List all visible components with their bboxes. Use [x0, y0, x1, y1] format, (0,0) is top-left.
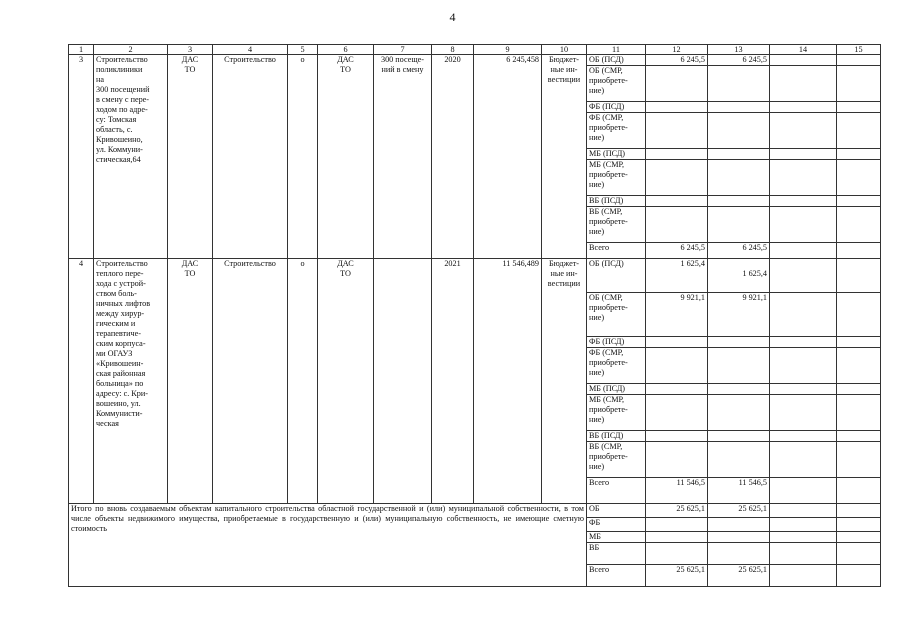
empty-cell: [837, 259, 881, 293]
col-num: 3: [168, 45, 213, 55]
col-num: 4: [213, 45, 288, 55]
empty-cell: [837, 478, 881, 504]
amount-cell: 6 245,5: [646, 55, 708, 66]
funding-source-cell: ОБ (ПСД): [587, 55, 646, 66]
empty-cell: [837, 337, 881, 348]
year-cell: 2021: [432, 259, 474, 504]
funding-source-cell: ФБ (СМР, приобрете- ние): [587, 113, 646, 149]
col-num: 6: [318, 45, 374, 55]
col-num: 12: [646, 45, 708, 55]
amount-cell: 25 625,1: [708, 565, 770, 587]
empty-cell: [837, 504, 881, 518]
amount-cell: 6 245,5: [708, 243, 770, 259]
col-num: 13: [708, 45, 770, 55]
amount-cell: [708, 442, 770, 478]
funding-source-cell: МБ: [587, 532, 646, 543]
work-type-cell: Строительство: [213, 259, 288, 504]
amount-cell: 1 625,4: [708, 259, 770, 293]
col-num: 14: [770, 45, 837, 55]
amount-cell: 9 921,1: [708, 293, 770, 337]
funding-source-cell: Всего: [587, 243, 646, 259]
amount-cell: [646, 196, 708, 207]
amount-cell: [708, 207, 770, 243]
funding-source-cell: Всего: [587, 478, 646, 504]
amount-cell: 1 625,4: [646, 259, 708, 293]
empty-cell: [770, 160, 837, 196]
estimated-cost-cell: 11 546,489: [474, 259, 542, 504]
amount-cell: [646, 102, 708, 113]
developer-cell: ДАС ТО: [318, 55, 374, 259]
empty-cell: [770, 207, 837, 243]
empty-cell: [837, 293, 881, 337]
investment-table-container: [68, 44, 880, 580]
amount-cell: [646, 337, 708, 348]
col-num: 5: [288, 45, 318, 55]
empty-cell: [837, 431, 881, 442]
amount-cell: 6 245,5: [646, 243, 708, 259]
amount-cell: 11 546,5: [646, 478, 708, 504]
object-number-cell: 4: [69, 259, 94, 504]
table-row: [69, 55, 881, 66]
column-number-row: [69, 45, 881, 55]
amount-cell: 25 625,1: [646, 504, 708, 518]
col-num: 2: [94, 45, 168, 55]
amount-cell: [646, 160, 708, 196]
funding-source-cell: Всего: [587, 565, 646, 587]
amount-cell: [646, 431, 708, 442]
empty-cell: [837, 207, 881, 243]
capacity-cell: [374, 259, 432, 504]
empty-cell: [837, 384, 881, 395]
ownership-cell: о: [288, 259, 318, 504]
amount-cell: [708, 518, 770, 532]
amount-cell: [646, 543, 708, 565]
funding-source-cell: ВБ (СМР, приобрете- ние): [587, 442, 646, 478]
amount-cell: [708, 348, 770, 384]
empty-cell: [837, 160, 881, 196]
amount-cell: [646, 207, 708, 243]
amount-cell: 11 546,5: [708, 478, 770, 504]
empty-cell: [770, 196, 837, 207]
amount-cell: [646, 532, 708, 543]
amount-cell: [708, 395, 770, 431]
empty-cell: [770, 431, 837, 442]
funding-source-cell: ФБ (ПСД): [587, 337, 646, 348]
amount-cell: 25 625,1: [708, 504, 770, 518]
amount-cell: [708, 113, 770, 149]
empty-cell: [837, 532, 881, 543]
amount-cell: [708, 543, 770, 565]
empty-cell: [837, 196, 881, 207]
empty-cell: [837, 55, 881, 66]
investment-form-cell: Бюджет- ные ин- вестиции: [542, 259, 587, 504]
funding-source-cell: ФБ (СМР, приобрете- ние): [587, 348, 646, 384]
empty-cell: [770, 504, 837, 518]
funding-source-cell: ОБ (СМР, приобрете- ние): [587, 66, 646, 102]
empty-cell: [837, 243, 881, 259]
col-num: 7: [374, 45, 432, 55]
amount-cell: [646, 518, 708, 532]
amount-cell: 6 245,5: [708, 55, 770, 66]
investment-form-cell: Бюджет- ные ин- вестиции: [542, 55, 587, 259]
amount-cell: [708, 196, 770, 207]
col-num: 8: [432, 45, 474, 55]
object-number-cell: 3: [69, 55, 94, 259]
col-num: 15: [837, 45, 881, 55]
table-row: [69, 259, 881, 293]
empty-cell: [770, 293, 837, 337]
empty-cell: [770, 518, 837, 532]
amount-cell: [646, 149, 708, 160]
work-type-cell: Строительство: [213, 55, 288, 259]
developer-cell: ДАС ТО: [318, 259, 374, 504]
funding-source-cell: ОБ (ПСД): [587, 259, 646, 293]
empty-cell: [770, 259, 837, 293]
amount-cell: [646, 395, 708, 431]
empty-cell: [770, 384, 837, 395]
empty-cell: [770, 149, 837, 160]
customer-cell: ДАС ТО: [168, 259, 213, 504]
total-row: [69, 504, 881, 518]
empty-cell: [770, 55, 837, 66]
funding-source-cell: МБ (СМР, приобрете- ние): [587, 160, 646, 196]
funding-source-cell: ВБ (ПСД): [587, 431, 646, 442]
empty-cell: [837, 348, 881, 384]
col-num: 10: [542, 45, 587, 55]
empty-cell: [837, 113, 881, 149]
amount-cell: [646, 348, 708, 384]
amount-cell: [646, 384, 708, 395]
amount-cell: 25 625,1: [646, 565, 708, 587]
amount-cell: [646, 113, 708, 149]
funding-source-cell: ФБ (ПСД): [587, 102, 646, 113]
total-label-cell: Итого по вновь создаваемым объектам капитального строительства областной государственной и (или) муниципальной собственности, в том числе объекты недвижимого имущества, приобретаемые в государственную и (или) муниципальную собственность, не имеющие сметную стоимость: [69, 504, 587, 587]
amount-cell: [708, 337, 770, 348]
empty-cell: [770, 337, 837, 348]
col-num: 9: [474, 45, 542, 55]
empty-cell: [837, 66, 881, 102]
empty-cell: [770, 243, 837, 259]
amount-cell: [708, 149, 770, 160]
col-num: 1: [69, 45, 94, 55]
funding-source-cell: МБ (ПСД): [587, 384, 646, 395]
col-num: 11: [587, 45, 646, 55]
estimated-cost-cell: 6 245,458: [474, 55, 542, 259]
funding-source-cell: ОБ: [587, 504, 646, 518]
empty-cell: [770, 478, 837, 504]
empty-cell: [770, 395, 837, 431]
investment-table: [68, 44, 881, 587]
page-number: 4: [449, 10, 456, 24]
object-name-cell: Строительство теплого пере- хода с устрой- ством боль- ничных лифтов между хирур- гическим и терапевтиче- ским корпуса- ми ОГАУЗ «Кривошеин- ская районная больница» по адресу: с. Кри- вошеино, ул. Коммунисти- ческая: [94, 259, 168, 504]
empty-cell: [770, 543, 837, 565]
funding-source-cell: ОБ (СМР, приобрете- ние): [587, 293, 646, 337]
amount-cell: [708, 532, 770, 543]
empty-cell: [770, 113, 837, 149]
empty-cell: [837, 442, 881, 478]
funding-source-cell: ВБ (ПСД): [587, 196, 646, 207]
funding-source-cell: ВБ (СМР, приобрете- ние): [587, 207, 646, 243]
empty-cell: [770, 442, 837, 478]
empty-cell: [837, 395, 881, 431]
funding-source-cell: МБ (СМР, приобрете- ние): [587, 395, 646, 431]
amount-cell: [646, 66, 708, 102]
empty-cell: [770, 532, 837, 543]
empty-cell: [837, 565, 881, 587]
amount-cell: [708, 66, 770, 102]
amount-cell: [708, 384, 770, 395]
empty-cell: [770, 565, 837, 587]
capacity-cell: 300 посеще- ний в смену: [374, 55, 432, 259]
year-cell: 2020: [432, 55, 474, 259]
amount-cell: [708, 102, 770, 113]
amount-cell: [708, 431, 770, 442]
amount-cell: [708, 160, 770, 196]
empty-cell: [837, 518, 881, 532]
amount-cell: [646, 442, 708, 478]
funding-source-cell: ВБ: [587, 543, 646, 565]
funding-source-cell: ФБ: [587, 518, 646, 532]
empty-cell: [837, 149, 881, 160]
empty-cell: [770, 102, 837, 113]
amount-cell: 9 921,1: [646, 293, 708, 337]
empty-cell: [770, 66, 837, 102]
funding-source-cell: МБ (ПСД): [587, 149, 646, 160]
empty-cell: [837, 102, 881, 113]
empty-cell: [770, 348, 837, 384]
object-name-cell: Строительство поликлиники на 300 посещений в смену с пере- ходом по адре- су: Томская область, с. Кривошеино, ул. Коммуни- стическая,64: [94, 55, 168, 259]
customer-cell: ДАС ТО: [168, 55, 213, 259]
empty-cell: [837, 543, 881, 565]
ownership-cell: о: [288, 55, 318, 259]
